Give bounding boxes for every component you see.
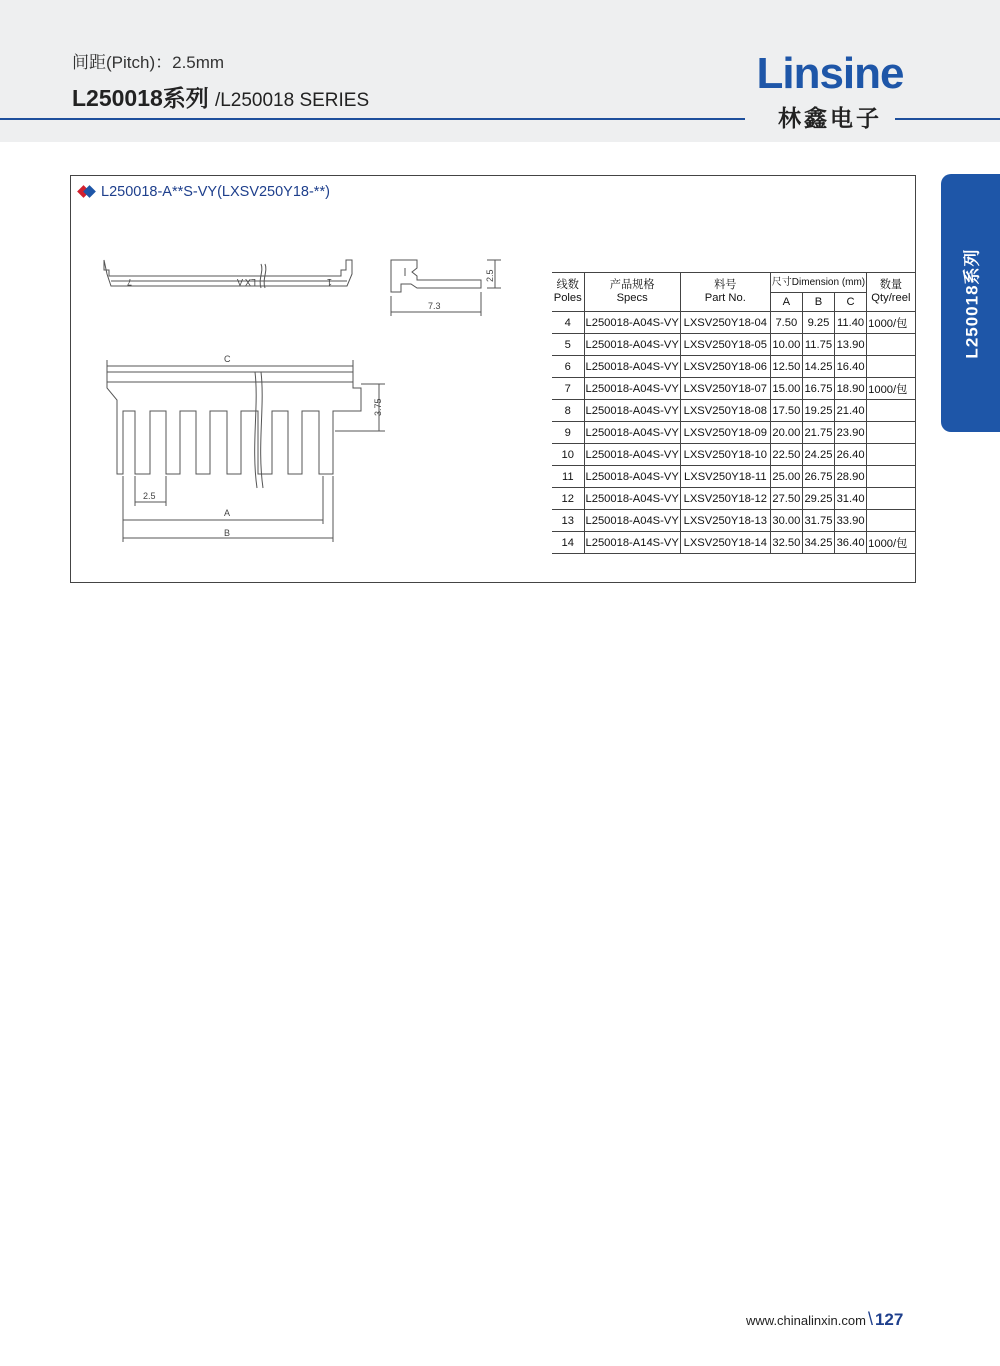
spec-cell: L250018-A04S-VY (584, 444, 680, 466)
dim-b-cell: 34.25 (802, 532, 834, 554)
poles-header-en: Poles (553, 292, 582, 304)
dim-c-cell: 23.90 (835, 422, 867, 444)
logo-brand: Linsine (756, 49, 904, 98)
part-cell: LXSV250Y18-09 (680, 422, 770, 444)
dim-b-label: B (224, 528, 231, 538)
qty-cell (867, 466, 915, 488)
company-logo (740, 49, 920, 133)
footer-slash: \ (867, 1309, 873, 1329)
qty-cell: 1000/包 (867, 532, 915, 554)
dimension-header: 尺寸Dimension (mm) (770, 273, 866, 293)
poles-cell: 5 (552, 334, 584, 356)
end-width-label: 7.3 (428, 301, 441, 311)
spec-cell: L250018-A04S-VY (584, 488, 680, 510)
side-tab-label: L250018系列 (963, 247, 982, 359)
poles-cell: 14 (552, 532, 584, 554)
part-cell: LXSV250Y18-06 (680, 356, 770, 378)
part-header-en: Part No. (704, 292, 746, 304)
table-row (552, 312, 915, 334)
table-row (552, 422, 915, 444)
dim-a-label: A (224, 508, 231, 518)
dim-b-cell: 14.25 (802, 356, 834, 378)
qty-header-cn: 数量 (879, 279, 903, 291)
dim-b-cell: 21.75 (802, 422, 834, 444)
page-header (0, 0, 1000, 142)
table-row (552, 488, 915, 510)
part-cell: LXSV250Y18-11 (680, 466, 770, 488)
footer-url: www.chinalinxin.com (746, 1313, 866, 1328)
qty-header-en: Qty/reel (871, 292, 911, 304)
logo-chinese: 林鑫电子 (778, 105, 882, 131)
qty-cell (867, 444, 915, 466)
dim-b-cell: 11.75 (802, 334, 834, 356)
dim-a-cell: 27.50 (770, 488, 802, 510)
spec-cell: L250018-A04S-VY (584, 400, 680, 422)
spec-cell: L250018-A04S-VY (584, 510, 680, 532)
dim-b-cell: 29.25 (802, 488, 834, 510)
table-header-row (552, 273, 915, 293)
qty-header (867, 273, 915, 312)
qty-cell: 1000/包 (867, 378, 915, 400)
part-cell: LXSV250Y18-04 (680, 312, 770, 334)
qty-cell: 1000/包 (867, 312, 915, 334)
part-cell: LXSV250Y18-07 (680, 378, 770, 400)
technical-drawing (71, 176, 541, 566)
table-row (552, 510, 915, 532)
pitch-dim-label: 2.5 (143, 491, 156, 501)
dim-b-cell: 24.25 (802, 444, 834, 466)
part-cell: LXSV250Y18-12 (680, 488, 770, 510)
dim-c-header: C (835, 293, 867, 312)
table-row (552, 532, 915, 554)
dim-a-cell: 7.50 (770, 312, 802, 334)
dim-b-cell: 16.75 (802, 378, 834, 400)
dim-c-cell: 36.40 (835, 532, 867, 554)
spec-table (552, 272, 915, 554)
poles-cell: 4 (552, 312, 584, 334)
dim-b-header: B (802, 293, 834, 312)
specs-header-en: Specs (616, 292, 648, 304)
spec-cell: L250018-A04S-VY (584, 422, 680, 444)
side-mark: LX A (236, 277, 256, 287)
specs-header (584, 273, 680, 312)
part-header-cn: 料号 (714, 279, 737, 291)
dim-a-cell: 20.00 (770, 422, 802, 444)
dim-a-cell: 15.00 (770, 378, 802, 400)
poles-cell: 6 (552, 356, 584, 378)
panel-title-text: L250018-A**S-VY(LXSV250Y18-**) (101, 184, 330, 200)
dim-c-label: C (224, 354, 231, 364)
dim-b-cell: 26.75 (802, 466, 834, 488)
dim-a-cell: 32.50 (770, 532, 802, 554)
dim-a-header: A (770, 293, 802, 312)
dim-b-cell: 19.25 (802, 400, 834, 422)
part-cell: LXSV250Y18-13 (680, 510, 770, 532)
side-view-outline (104, 260, 352, 286)
poles-cell: 7 (552, 378, 584, 400)
part-cell: LXSV250Y18-10 (680, 444, 770, 466)
spec-cell: L250018-A04S-VY (584, 334, 680, 356)
qty-cell (867, 488, 915, 510)
dim-a-cell: 17.50 (770, 400, 802, 422)
header-rule-left (0, 118, 745, 120)
spec-cell: L250018-A04S-VY (584, 466, 680, 488)
poles-cell: 11 (552, 466, 584, 488)
part-cell: LXSV250Y18-14 (680, 532, 770, 554)
spec-cell: L250018-A04S-VY (584, 356, 680, 378)
poles-cell: 10 (552, 444, 584, 466)
part-cell: LXSV250Y18-08 (680, 400, 770, 422)
page-footer (746, 1309, 903, 1330)
spec-cell: L250018-A14S-VY (584, 532, 680, 554)
dim-c-cell: 16.40 (835, 356, 867, 378)
spec-cell: L250018-A04S-VY (584, 378, 680, 400)
dim-c-cell: 28.90 (835, 466, 867, 488)
dim-a-cell: 22.50 (770, 444, 802, 466)
side-tab (941, 174, 1000, 432)
dim-a-cell: 30.00 (770, 510, 802, 532)
dim-c-cell: 26.40 (835, 444, 867, 466)
series-title-bold: L250018系列 (72, 85, 209, 111)
series-title-english: /L250018 SERIES (214, 90, 370, 111)
dim-c-cell: 18.90 (835, 378, 867, 400)
poles-header-cn: 线数 (556, 279, 579, 291)
pitch-label: 间距(Pitch)：2.5mm (72, 53, 225, 72)
front-view-outline (107, 372, 361, 474)
qty-cell (867, 356, 915, 378)
table-row (552, 466, 915, 488)
dim-c-cell: 21.40 (835, 400, 867, 422)
table-row (552, 378, 915, 400)
end-height-label: 2.5 (485, 269, 495, 282)
table-row (552, 444, 915, 466)
front-break-mark (255, 372, 263, 488)
poles-cell: 13 (552, 510, 584, 532)
part-cell: LXSV250Y18-05 (680, 334, 770, 356)
dim-c-cell: 13.90 (835, 334, 867, 356)
dim-375-label: 3.75 (373, 398, 383, 416)
dim-b-cell: 31.75 (802, 510, 834, 532)
dim-a-cell: 12.50 (770, 356, 802, 378)
series-title (72, 80, 369, 113)
spec-cell: L250018-A04S-VY (584, 312, 680, 334)
poles-cell: 12 (552, 488, 584, 510)
dim-c-cell: 33.90 (835, 510, 867, 532)
side-pin-seven: 7 (126, 277, 132, 287)
page-number: 127 (874, 1310, 904, 1329)
product-panel (70, 175, 916, 583)
poles-cell: 9 (552, 422, 584, 444)
table-row (552, 356, 915, 378)
side-pin-one: 1 (326, 277, 332, 287)
specs-header-cn: 产品规格 (609, 279, 655, 291)
dim-b-cell: 9.25 (802, 312, 834, 334)
qty-cell (867, 422, 915, 444)
table-row (552, 400, 915, 422)
qty-cell (867, 510, 915, 532)
dim-c-cell: 11.40 (835, 312, 867, 334)
poles-cell: 8 (552, 400, 584, 422)
dim-c-cell: 31.40 (835, 488, 867, 510)
qty-cell (867, 400, 915, 422)
table-row (552, 334, 915, 356)
dim-a-cell: 10.00 (770, 334, 802, 356)
qty-cell (867, 334, 915, 356)
part-header (680, 273, 770, 312)
dim-a-cell: 25.00 (770, 466, 802, 488)
poles-header (552, 273, 584, 312)
